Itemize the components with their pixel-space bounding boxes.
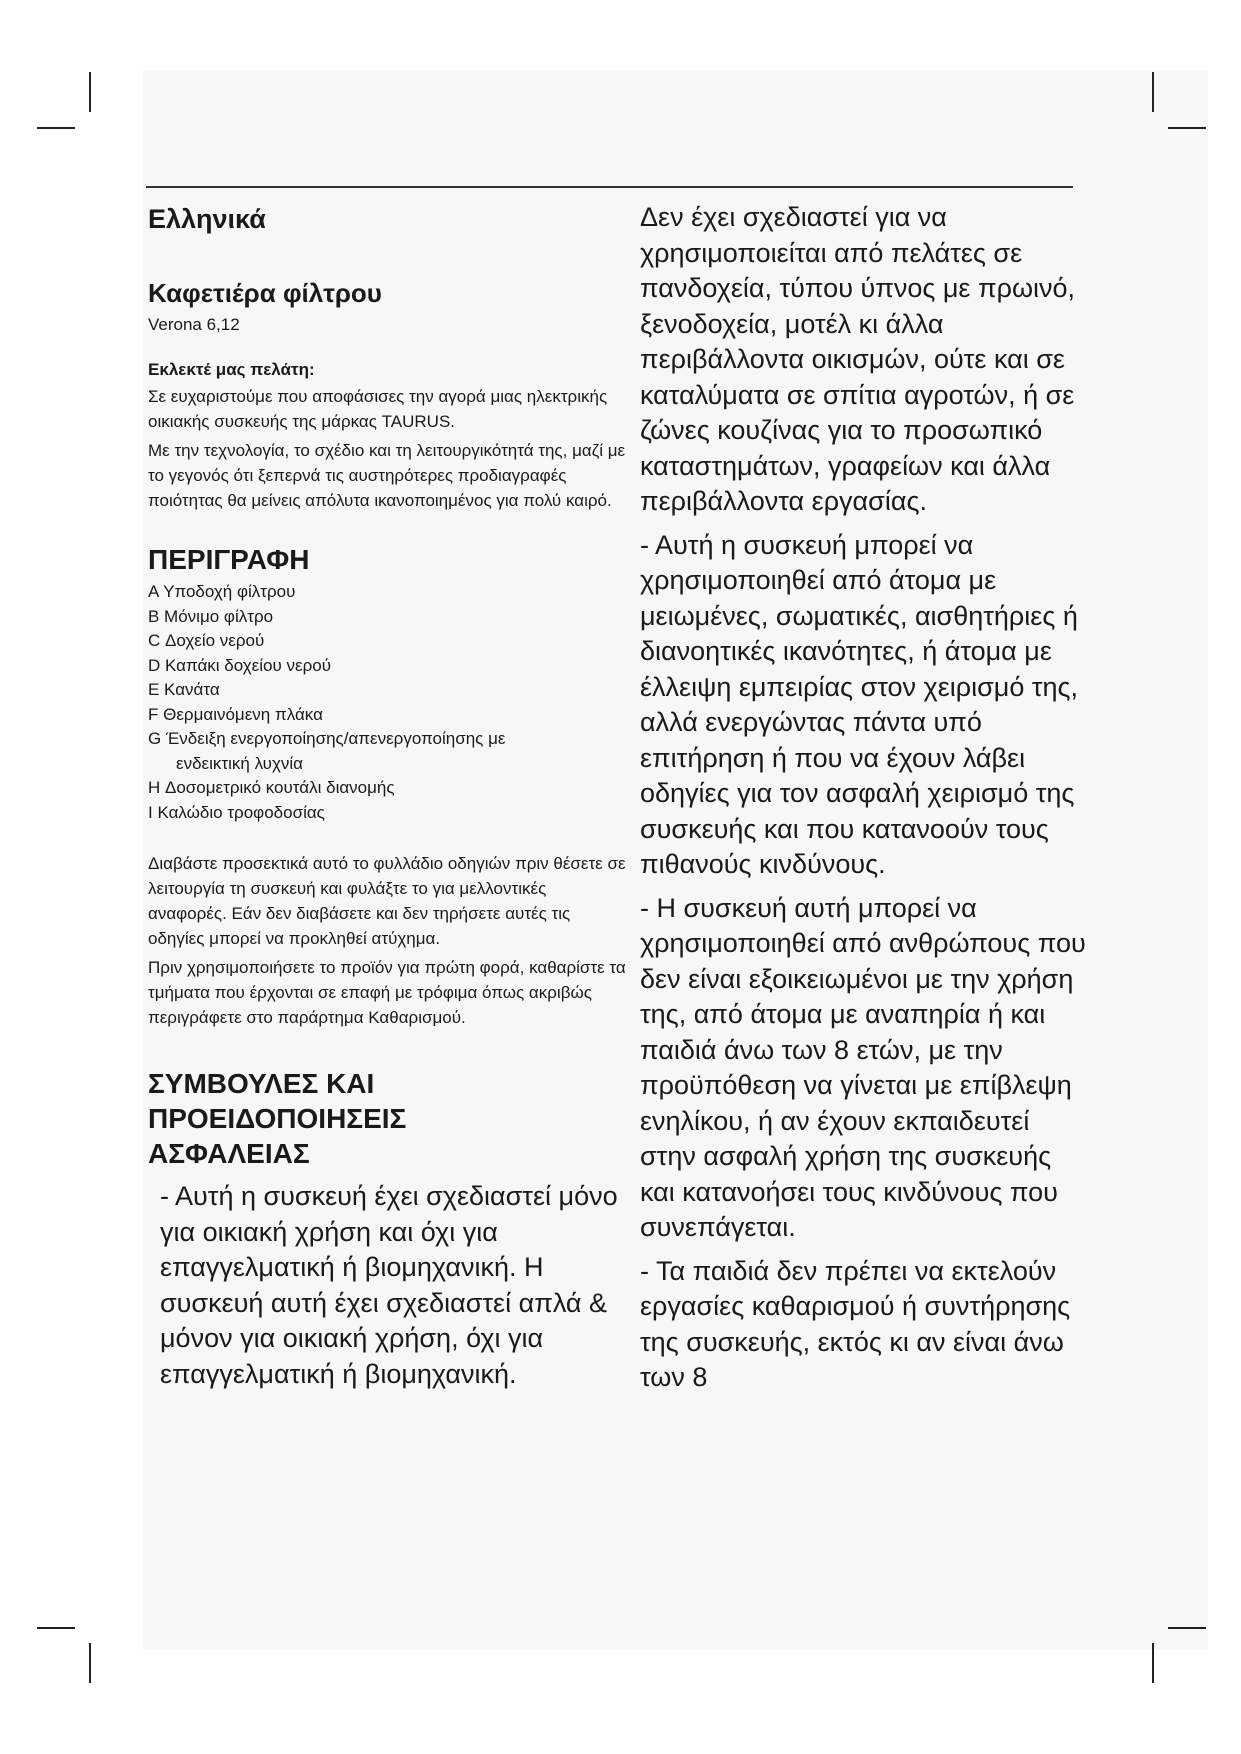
part-label: G Ένδειξη ενεργοποίησης/απενεργοποίησης με — [148, 729, 506, 748]
parts-list-item — [148, 678, 628, 703]
instructions-note-2: Πριν χρησιμοποιήσετε το προϊόν για πρώτη φορά, καθαρίστε τα τμήματα που έρχονται σε επαφή με τρόφιμα όπως ακριβώς περιγράφετε στο παράρτημα Καθαρισμού. — [148, 958, 626, 1027]
crop-mark-top-right-vertical — [1152, 72, 1154, 112]
parts-list — [148, 580, 628, 825]
crop-mark-top-right-horizontal — [1168, 127, 1206, 129]
safety-heading-line-3: ΑΣΦΑΛΕΙΑΣ — [148, 1138, 310, 1169]
part-label: I Καλώδιο τροφοδοσίας — [148, 802, 325, 822]
part-label-continuation: ενδεικτική λυχνία — [176, 753, 303, 773]
model-name: Verona 6,12 — [148, 315, 240, 334]
parts-list-item — [148, 629, 628, 654]
crop-mark-bottom-left-horizontal — [37, 1627, 75, 1629]
left-column — [148, 200, 628, 1392]
crop-mark-bottom-left-vertical — [89, 1643, 91, 1683]
right-column — [640, 200, 1090, 1404]
crop-mark-bottom-right-horizontal — [1168, 1627, 1206, 1629]
part-label: A Υποδοχή φίλτρου — [148, 582, 296, 601]
intro-paragraph-1: Σε ευχαριστούμε που αποφάσισες την αγορά μιας ηλεκτρικής οικιακής συσκευής της μάρκας TAURUS. — [148, 387, 608, 431]
language-heading: Ελληνικά — [148, 204, 266, 234]
safety-item-children-supervision: - Η συσκευή αυτή μπορεί να χρησιμοποιηθεί από ανθρώπους που δεν είναι εξοικειωμένοι με την χρήση της, από άτομα με αναπηρία ή και παιδιά άνω των 8 ετών, με την προϋπόθεση να γίνεται με επίβλεψη ενηλίκου, ή αν έχουν εκπαιδευτεί στην ασφαλή χρήση της συσκευής και κατανοήσει τους κινδύνους που συνεπάγεται. — [640, 892, 1086, 1242]
safety-heading — [148, 1066, 628, 1171]
part-label: D Καπάκι δοχείου νερού — [148, 655, 331, 675]
description-heading: ΠΕΡΙΓΡΑΦΗ — [148, 544, 310, 575]
safety-heading-line-2: ΠΡΟΕΙΔΟΠΟΙΗΣΕΙΣ — [148, 1103, 407, 1134]
part-label: F Θερμαινόμενη πλάκα — [148, 704, 323, 724]
safety-heading-line-1: ΣΥΜΒΟΥΛΕΣ ΚΑΙ — [148, 1068, 375, 1099]
part-label: C Δοχείο νερού — [148, 631, 265, 650]
parts-list-item — [148, 776, 628, 801]
instructions-note-1: Διαβάστε προσεκτικά αυτό το φυλλάδιο οδηγιών πριν θέσετε σε λειτουργία τη συσκευή και φυλάξτε το για μελλοντικές αναφορές. Εάν δεν διαβάσετε και δεν τηρήσετε αυτές τις οδηγίες μπορεί να προκληθεί ατύχημα. — [148, 854, 626, 948]
header-rule — [146, 186, 1073, 188]
parts-list-item — [148, 703, 628, 728]
part-label: H Δοσομετρικό κουτάλι διανομής — [148, 778, 395, 797]
crop-mark-top-left-vertical — [89, 72, 91, 112]
parts-list-item — [148, 727, 628, 776]
safety-item-domestic-use: - Αυτή η συσκευή έχει σχεδιαστεί μόνο για οικιακή χρήση και όχι για επαγγελματική ή βιομηχανική. Η συσκευή αυτή έχει σχεδιαστεί απλά & μόνον για οικιακή χρήση, όχι για επαγγελματική ή βιομηχανική. — [160, 1181, 618, 1389]
safety-item-children-cleaning: - Τα παιδιά δεν πρέπει να εκτελούν εργασίες καθαρισμού ή συντήρησης της συσκευής, εκτός κι αν είναι άνω των 8 — [640, 1255, 1071, 1392]
intro-paragraph-2: Με την τεχνολογία, το σχέδιο και τη λειτουργικότητά της, μαζί με το γεγονός ότι ξεπερνά τις αυστηρότερες προδιαγραφές ποιότητας θα μείνεις απόλυτα ικανοποιημένος για πολύ καιρό. — [148, 441, 626, 510]
crop-mark-bottom-right-vertical — [1152, 1643, 1154, 1683]
safety-item-reduced-capabilities: - Αυτή η συσκευή μπορεί να χρησιμοποιηθεί από άτομα με μειωμένες, σωματικές, αισθητήριες ή διανοητικές ικανότητες, ή άτομα με έλλειψη εμπειρίας στον χειρισμό της, αλλά ενεργώντας πάντα υπό επιτήρηση ή που να έχουν λάβει οδηγίες για τον ασφαλή χειρισμό της συσκευής και που κατανοούν τους πιθανούς κινδύνους. — [640, 529, 1079, 879]
crop-mark-top-left-horizontal — [37, 127, 75, 129]
parts-list-item — [148, 654, 628, 679]
part-label: B Μόνιμο φίλτρο — [148, 606, 274, 626]
parts-list-item — [148, 801, 628, 826]
parts-list-item — [148, 580, 628, 605]
safety-paragraph-not-for-guests: Δεν έχει σχεδιαστεί για να χρησιμοποιείται από πελάτες σε πανδοχεία, τύπου ύπνος με πρωινό, ξενοδοχεία, μοτέλ κι άλλα περιβάλλοντα οικισμών, ούτε και σε καταλύματα σε σπίτια αγροτών, ή σε ζώνες κουζίνας για το προσωπικό καταστημάτων, γραφείων και άλλα περιβάλλοντα εργασίας. — [640, 202, 1076, 516]
greeting: Εκλεκτέ μας πελάτη: — [148, 360, 315, 379]
product-title: Καφετιέρα φίλτρου — [148, 278, 382, 308]
part-label: E Κανάτα — [148, 680, 220, 699]
parts-list-item — [148, 605, 628, 630]
